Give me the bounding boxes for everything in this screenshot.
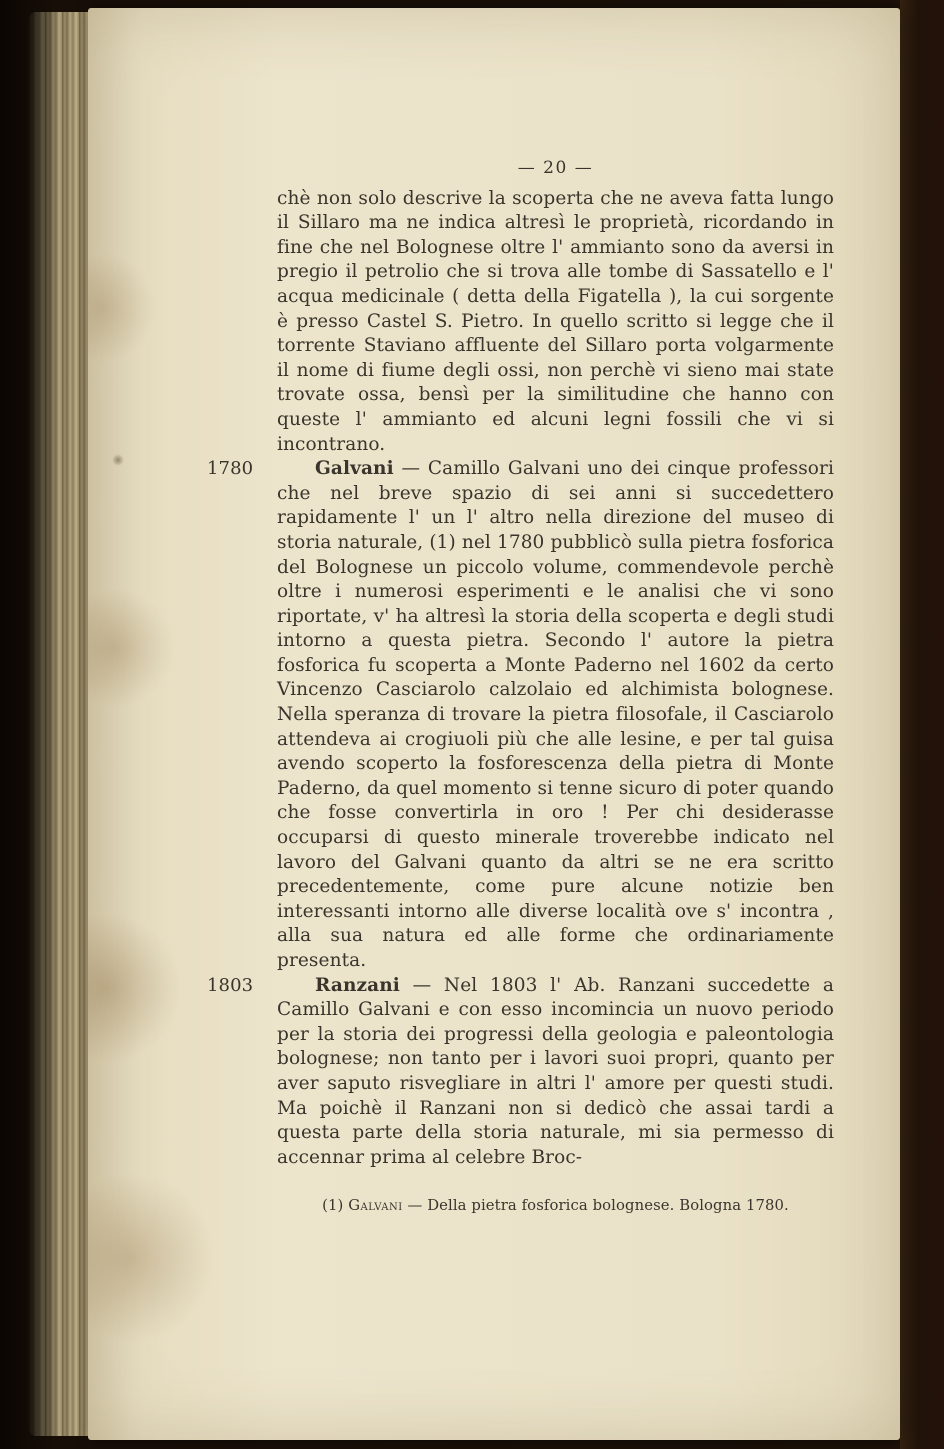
paragraph-text: — Nel 1803 l' Ab. Ranzani succedette a Camillo Galvani e con esso incomincia un nuovo periodo per la storia dei progressi della geologia e paleontologia bolognese; non tanto per i lavori suoi propri, quanto per aver saputo risvegliare in altri l' amore per questi studi. Ma poichè il Ranzani non si dedicò che assai tardi a questa parte della storia naturale, mi sia permesso di accennar prima al celebre Broc- [277, 974, 834, 1168]
footnote-author: Galvani [348, 1197, 403, 1215]
paragraph-galvani [207, 457, 834, 973]
paragraph-ranzani [207, 974, 834, 1171]
paragraph-lead: Ranzani [315, 974, 400, 996]
paragraph-continued [277, 187, 834, 458]
paragraph-text: chè non solo descrive la scoperta che ne aveva fatta lungo il Sillaro ma ne indica altresì le proprietà, ricordando in fine che nel Bolognese oltre l' ammianto sono da aversi in pregio il petrolio che si trova alle tombe di Sassatello e l' acqua medicinale ( detta della Figatella ), la cui sorgente è presso Castel S. Pietro. In quello scritto si legge che il torrente Staviano affluente del Sillaro porta volgarmente il nome di fiume degli ossi, non perchè vi sieno mai state trovate ossa, bensì per la similitudine che hanno con queste l' ammianto ed alcuni legni fossili che vi si incontrano. [277, 187, 834, 455]
footnote-text: — Della pietra fosforica bolognese. Bologna 1780. [402, 1197, 789, 1215]
margin-year-1780: 1780 [207, 458, 254, 480]
book-page [88, 8, 900, 1440]
text-block [207, 156, 834, 1215]
footnote [277, 1196, 834, 1215]
footnote-marker: (1) [322, 1197, 349, 1215]
paragraph-lead: Galvani [315, 458, 394, 480]
margin-year-1803: 1803 [207, 974, 254, 996]
paragraph-text: — Camillo Galvani uno dei cinque professori che nel breve spazio di sei anni si succedettero rapidamente l' un l' altro nella direzione del museo di storia naturale, (1) nel 1780 pubblicò sulla pietra fosforica del Bolognese un piccolo volume, commendevole perchè oltre i numerosi esperimenti e le analisi che vi sono riportate, v' ha altresì la storia della scoperta e degli studi intorno a questa pietra. Secondo l' autore la pietra fosforica fu scoperta a Monte Paderno nel 1602 da certo Vincenzo Casciarolo calzolaio ed alchimista bolognese. Nella speranza di trovare la pietra filosofale, il Casciarolo attendeva ai crogiuoli più che alle lesine, e per tal guisa avendo scoperto la fosforescenza della pietra di Monte Paderno, da quel momento si tenne sicuro di poter quando che fosse convertirla in oro ! Per chi desiderasse occuparsi di questo minerale troverebbe indicato nel lavoro del Galvani quanto da altri se ne era scritto precedentemente, come pure alcune notizie ben interessanti intorno alle diverse località ove s' incontra , alla sua natura ed alle forme che ordinariamente presenta. [277, 458, 834, 971]
next-page-edge-shadow [900, 0, 920, 1449]
page-number: — 20 — [517, 158, 594, 178]
